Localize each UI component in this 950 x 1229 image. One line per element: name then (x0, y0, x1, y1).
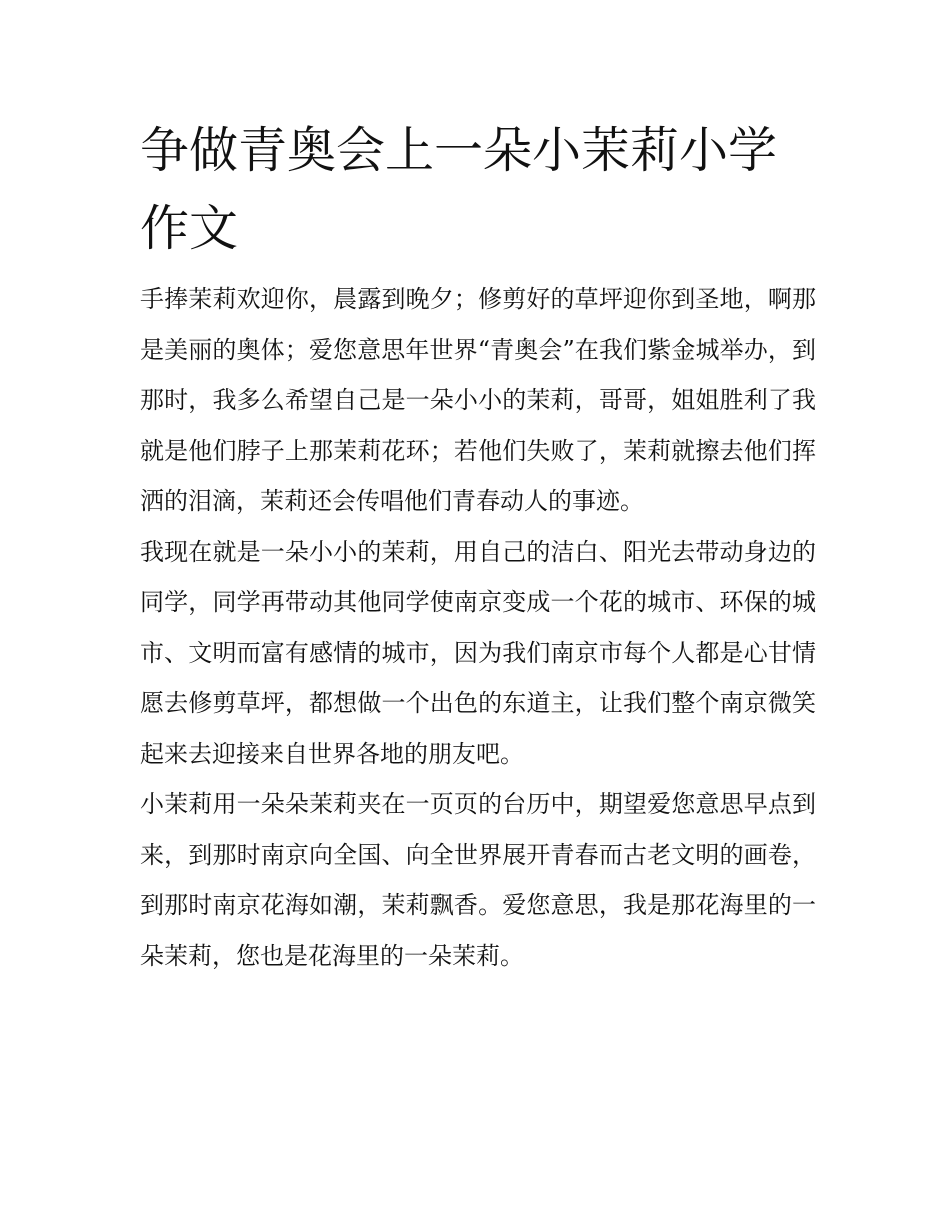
document-body (140, 112, 816, 981)
paragraph-2: 我现在就是一朵小小的茉莉，用自己的洁白、阳光去带动身边的同学，同学再带动其他同学使南京变成一个花的城市、环保的城市、文明而富有感情的城市，因为我们南京市每个人都是心甘情愿去修剪草坪，都想做一个出色的东道主，让我们整个南京微笑起来去迎接来自世界各地的朋友吧。 (140, 537, 816, 768)
paragraph-1: 手捧茉莉欢迎你，晨露到晚夕；修剪好的草坪迎你到圣地，啊那是美丽的奥体；爱您意思年世界“青奥会”在我们紫金城举办，到那时，我多么希望自己是一朵小小的茉莉，哥哥，姐姐胜利了我就是他们脖子上那茉莉花环；若他们失败了，茉莉就擦去他们挥洒的泪滴，茉莉还会传唱他们青春动人的事迹。 (140, 285, 816, 515)
paragraph-3: 小茉莉用一朵朵茉莉夹在一页页的台历中，期望爱您意思早点到来，到那时南京向全国、向全世界展开青春而古老文明的画卷，到那时南京花海如潮，茉莉飘香。爱您意思，我是那花海里的一朵茉莉，您也是花海里的一朵茉莉。 (140, 790, 816, 970)
document-title: 争做青奥会上一朵小茉莉小学作文 (140, 122, 778, 257)
